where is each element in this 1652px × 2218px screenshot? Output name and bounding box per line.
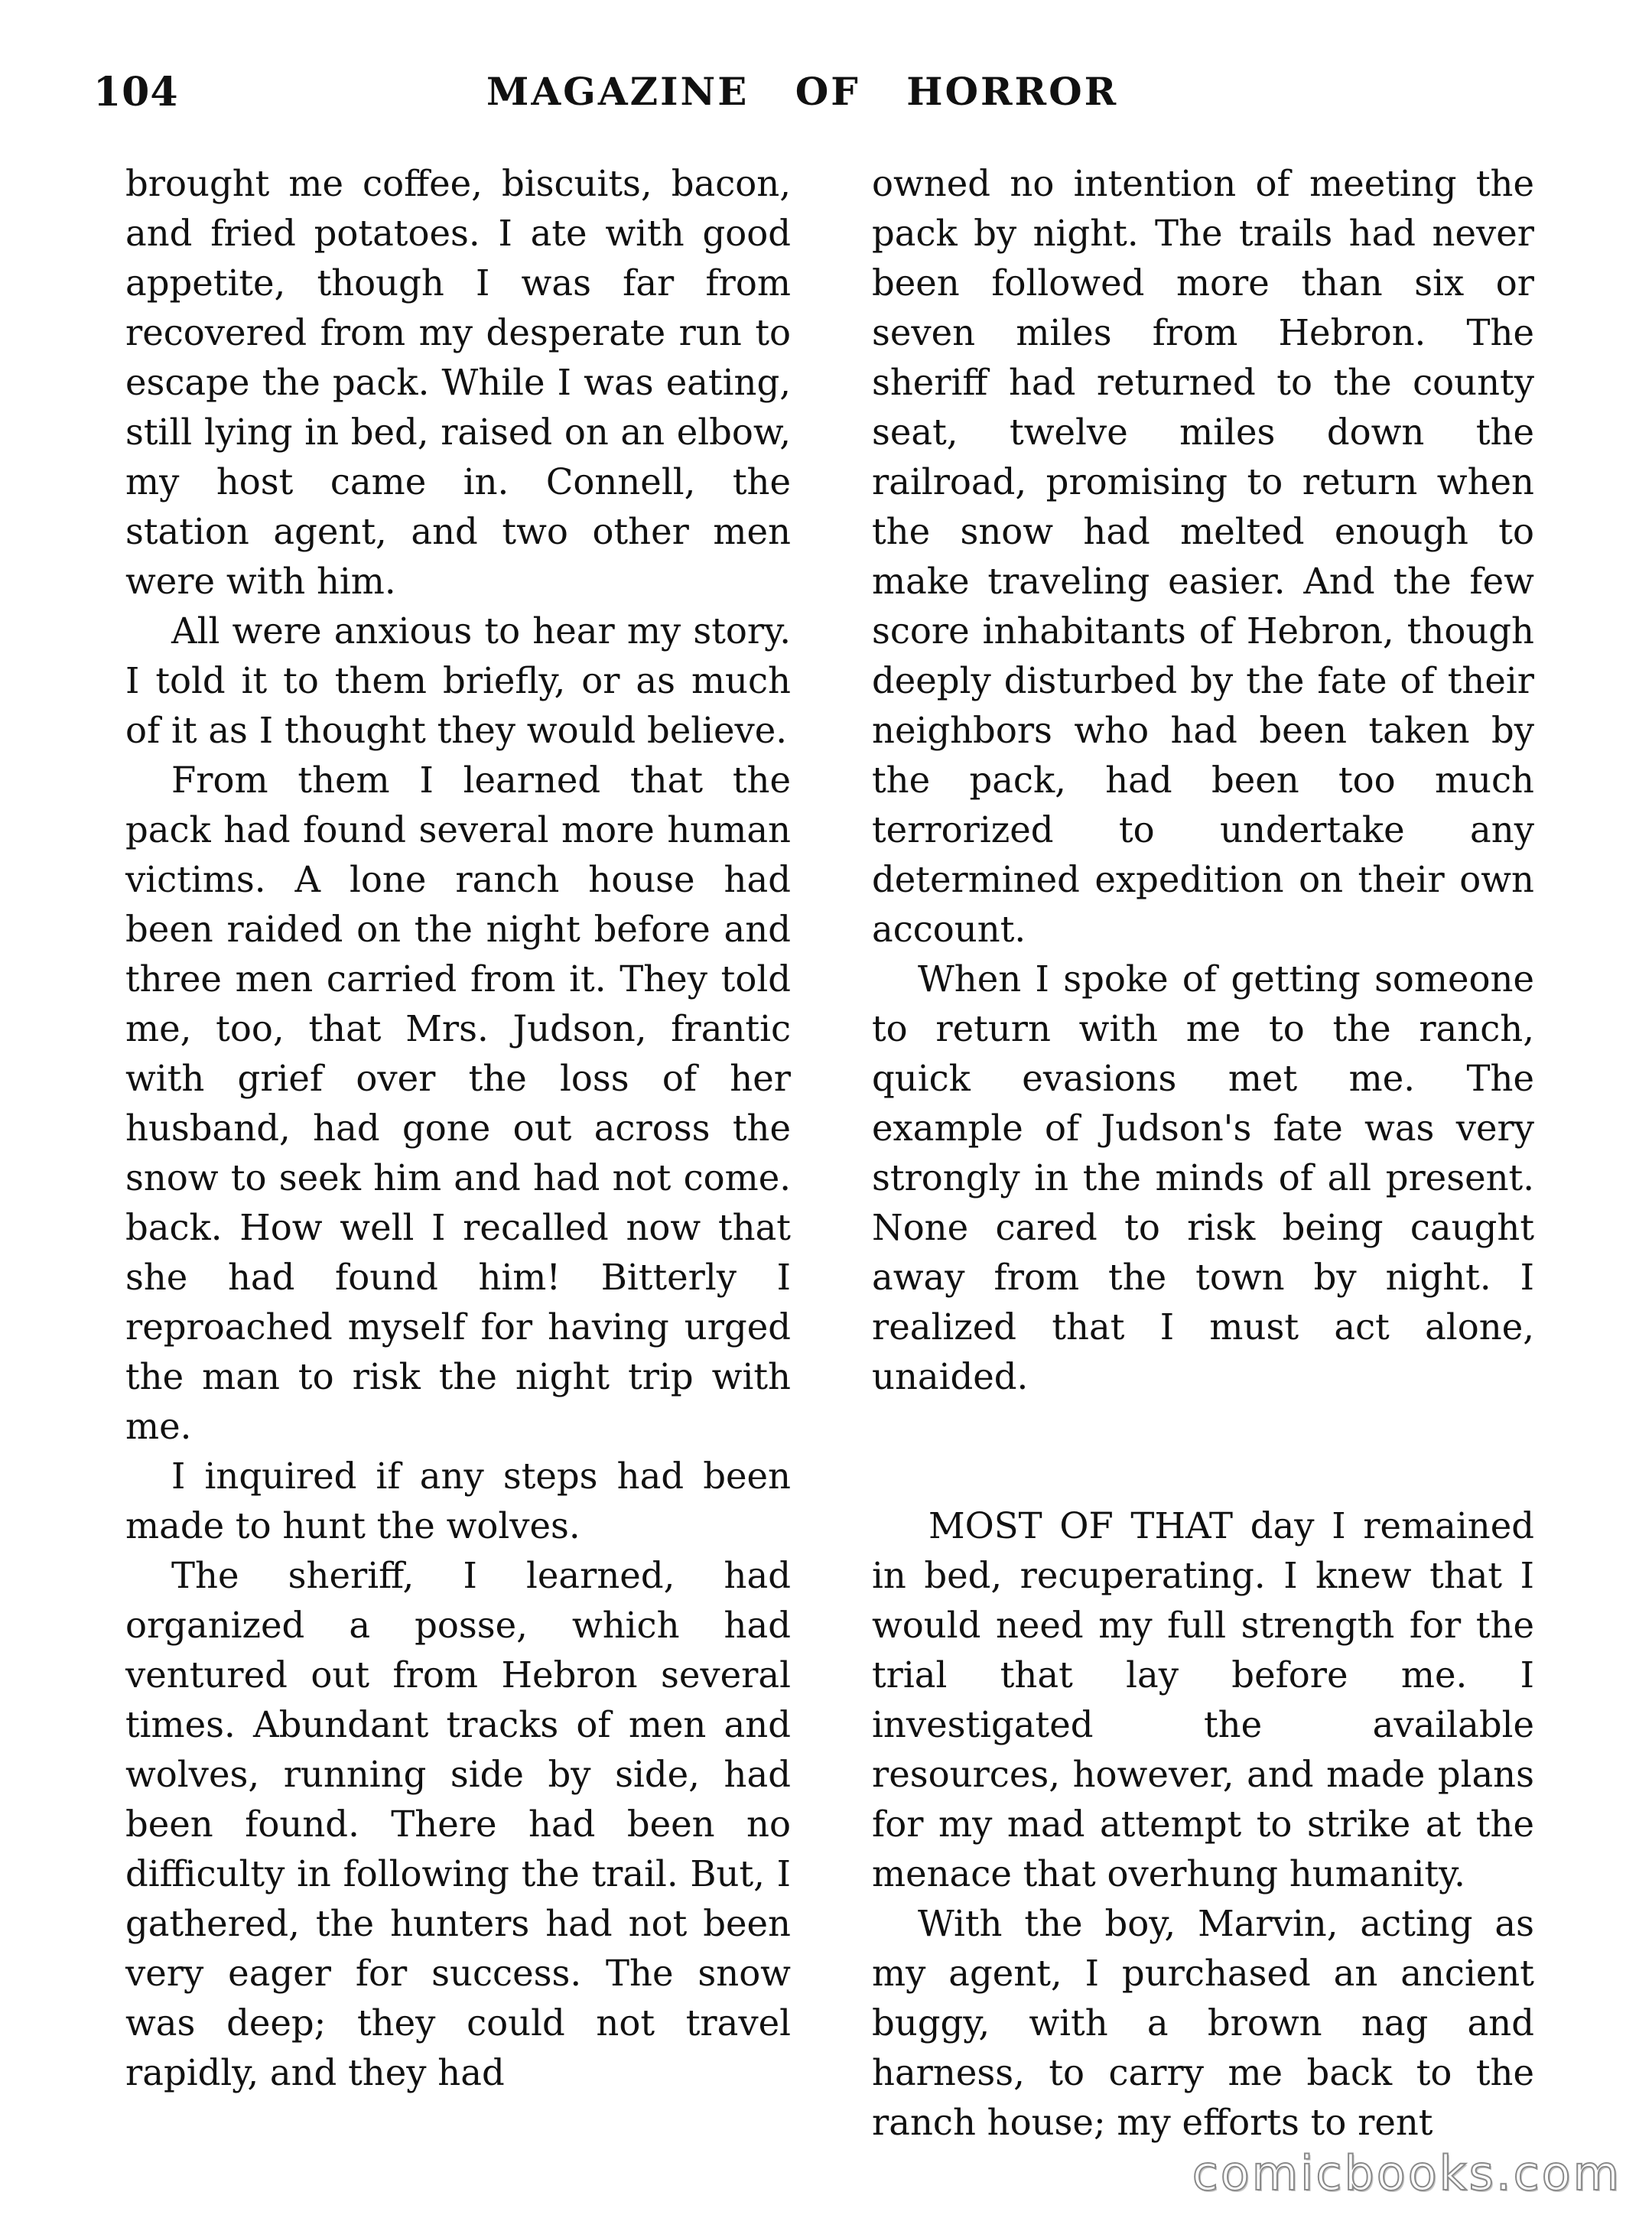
paragraph: The sheriff, I learned, had organized a posse, which had ventured out from Hebron several times. Abundant tracks of men and wolves, running side by side, had been found. There had been no difficulty in following the trail. But, I gathered, the hunters had not been very eager for success. The snow was deep; they could not travel rapidly, and they had <box>125 1555 791 2093</box>
paragraph: owned no intention of meeting the pack by night. The trails had never been followed more than six or seven miles from Hebron. The sheriff had returned to the county seat, twelve miles down the railroad, promising to return when the snow had melted enough to make traveling easier. And the few score inhabitants of Hebron, though deeply disturbed by the fate of their neighbors who had been taken by the pack, had been too much terrorized to undertake any determined expedition on their own account. <box>872 163 1534 950</box>
paragraph: With the boy, Marvin, acting as my agent, I purchased an ancient buggy, with a brown nag and harness, to carry me back to the ranch house; my efforts to rent <box>872 1903 1534 2143</box>
paragraph: I inquired if any steps had been made to hunt the wolves. <box>125 1455 791 1546</box>
paragraph: All were anxious to hear my story. I told it to them briefly, or as much of it as I thought they would believe. <box>125 610 791 751</box>
paragraph: From them I learned that the pack had found several more human victims. A lone ranch house had been raided on the night before and three men carried from it. They told me, too, that Mrs. Judson, frantic with grief over the loss of her husband, had gone out across the snow to seek him and had not come. back. How well I recalled now that she had found him! Bitterly I reproached myself for having urged the man to risk the night trip with me. <box>125 759 791 1447</box>
section-start-paragraph: MOST OF THAT day I remained in bed, recuperating. I knew that I would need my full strength for the trial that lay before me. I investigated the available resources, however, and made plans for my mad attempt to strike at the menace that overhung humanity. <box>872 1505 1534 1894</box>
running-title: MAGAZINE OF HORROR <box>486 69 1119 114</box>
page-header <box>93 69 1462 138</box>
paragraph: When I spoke of getting someone to return with me to the ranch, quick evasions met me. The example of Judson's fate was very strongly in the minds of all present. None cared to risk being caught away from the town by night. I realized that I must act alone, unaided. <box>872 958 1534 1397</box>
paragraph: brought me coffee, biscuits, bacon, and fried potatoes. I ate with good appetite, though I was far from recovered from my desperate run to escape the pack. While I was eating, still lying in bed, raised on an elbow, my host came in. Connell, the station agent, and two other men were with him. <box>125 163 791 602</box>
watermark: comicbooks.com <box>1192 2145 1621 2201</box>
right-column <box>872 159 1534 2148</box>
page-number: 104 <box>93 69 179 115</box>
left-column <box>125 159 791 2098</box>
